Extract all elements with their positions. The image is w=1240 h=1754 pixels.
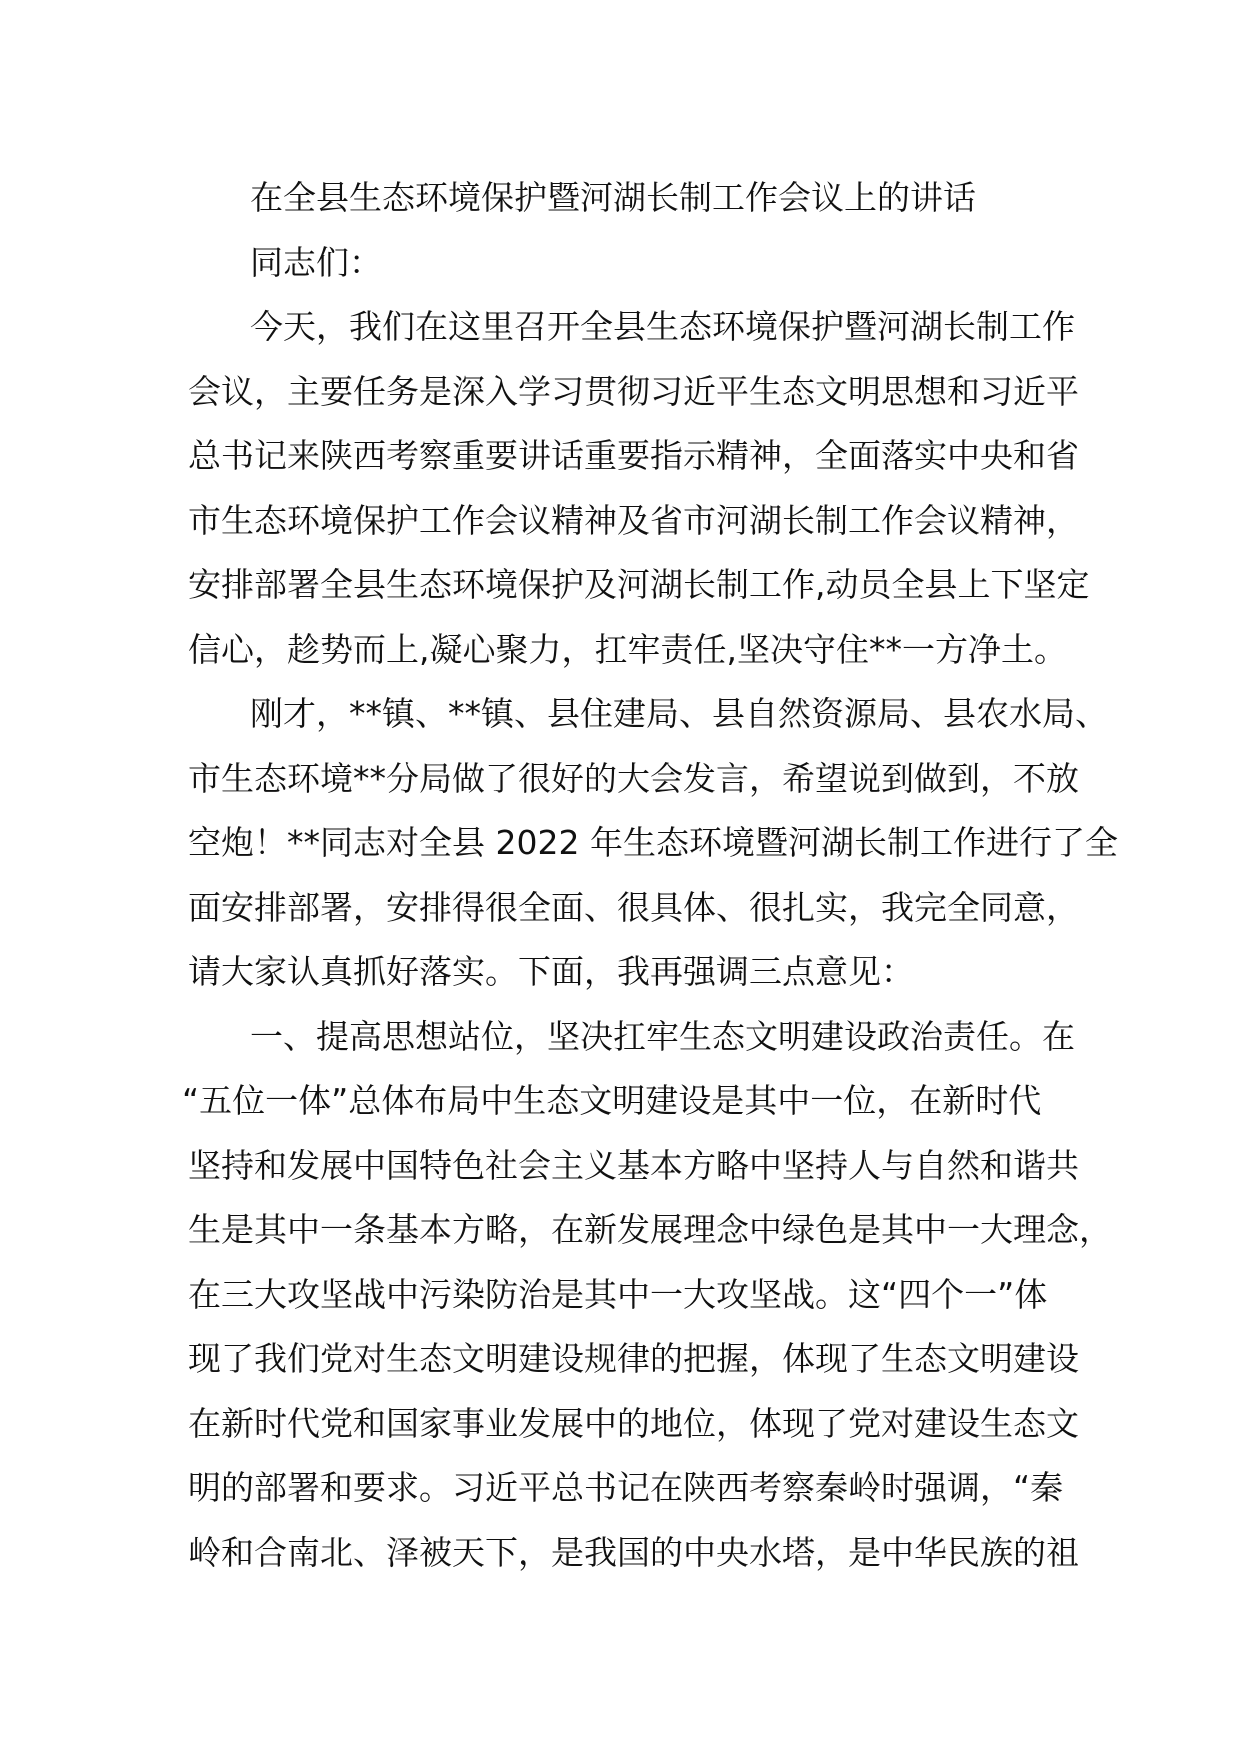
body-line: 在三大攻坚战中污染防治是其中一大攻坚战。这“四个一”体	[188, 1274, 1048, 1314]
body-line: 市生态环境保护工作会议精神及省市河湖长制工作会议精神，	[188, 500, 1079, 540]
salutation: 同志们：	[250, 242, 382, 282]
body-line: 信心，趁势而上,凝心聚力，扛牢责任,坚决守住**一方净土。	[188, 629, 1067, 669]
body-line: 市生态环境**分局做了很好的大会发言，希望说到做到，不放	[188, 758, 1079, 798]
body-line: 明的部署和要求。习近平总书记在陕西考察秦岭时强调，“秦	[188, 1468, 1064, 1507]
body-line: 请大家认真抓好落实。下面，我再强调三点意见：	[188, 952, 914, 991]
speech-title: 在全县生态环境保护暨河湖长制工作会议上的讲话	[250, 178, 976, 217]
body-line: 今天，我们在这里召开全县生态环境保护暨河湖长制工作	[250, 307, 1075, 346]
speech-body	[182, 295, 1118, 1585]
body-line: 面安排部署，安排得很全面、很具体、很扎实，我完全同意，	[188, 887, 1079, 927]
body-line: 安排部署全县生态环境保护及河湖长制工作,动员全县上下坚定	[188, 565, 1090, 604]
body-line: 空炮！**同志对全县 2022 年生态环境暨河湖长制工作进行了全	[188, 823, 1118, 862]
body-line: 会议，主要任务是深入学习贯彻习近平生态文明思想和习近平	[188, 371, 1079, 411]
body-line: 在新时代党和国家事业发展中的地位，体现了党对建设生态文	[188, 1403, 1079, 1443]
body-line: 总书记来陕西考察重要讲话重要指示精神，全面落实中央和省	[188, 436, 1079, 475]
body-line: 一、提高思想站位，坚决扛牢生态文明建设政治责任。在	[250, 1016, 1075, 1056]
body-line: “五位一体”总体布局中生态文明建设是其中一位，在新时代	[182, 1081, 1042, 1120]
body-line: 生是其中一条基本方略，在新发展理念中绿色是其中一大理念，	[188, 1210, 1112, 1249]
body-line: 现了我们党对生态文明建设规律的把握，体现了生态文明建设	[188, 1339, 1079, 1378]
body-line: 刚才，**镇、**镇、县住建局、县自然资源局、县农水局、	[250, 694, 1108, 733]
body-line: 坚持和发展中国特色社会主义基本方略中坚持人与自然和谐共	[188, 1145, 1079, 1185]
body-line: 岭和合南北、泽被天下，是我国的中央水塔，是中华民族的祖	[188, 1532, 1079, 1572]
speech-text	[182, 166, 1118, 1585]
